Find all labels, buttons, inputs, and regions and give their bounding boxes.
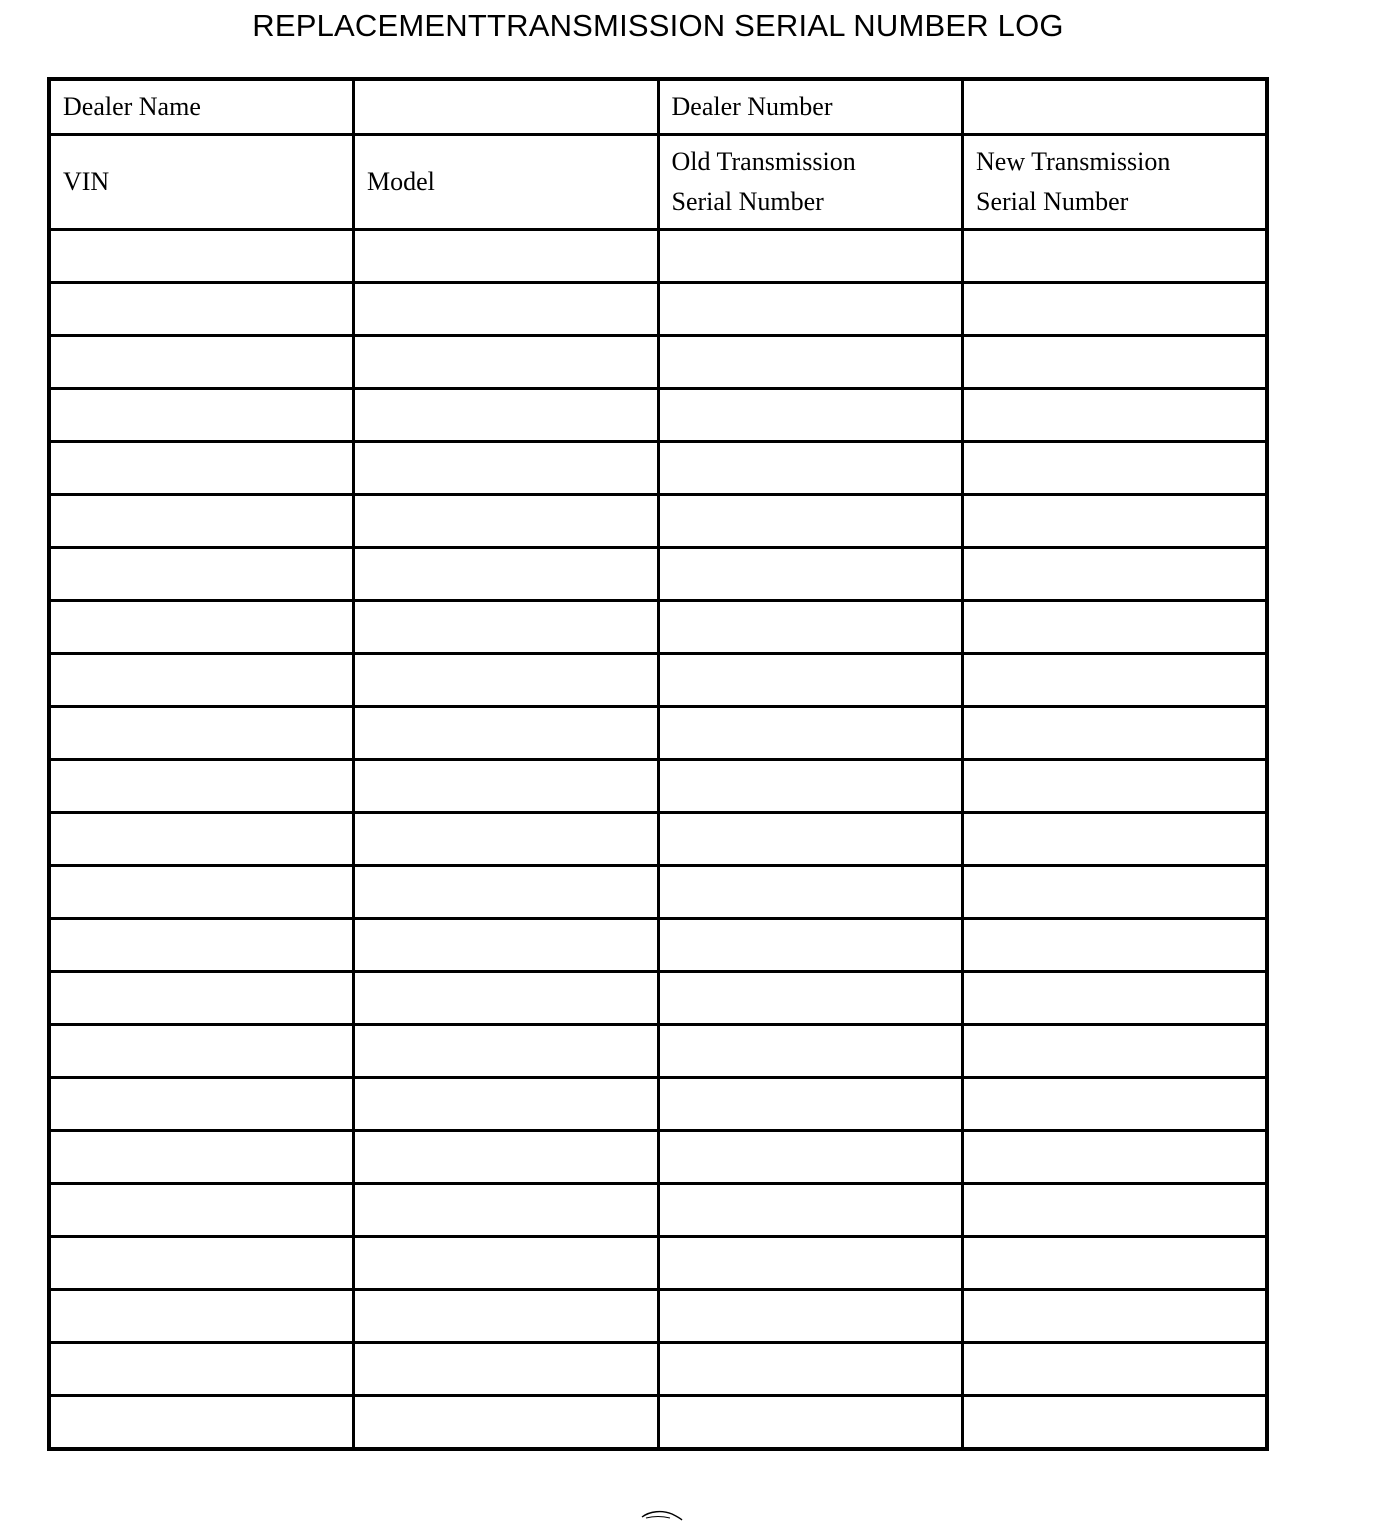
model-cell[interactable] <box>354 336 659 389</box>
table-row <box>49 760 1267 813</box>
new-serial-cell[interactable] <box>963 707 1268 760</box>
vin-cell[interactable] <box>49 1343 354 1396</box>
model-cell[interactable] <box>354 442 659 495</box>
model-cell[interactable] <box>354 495 659 548</box>
table-row <box>49 283 1267 336</box>
new-serial-cell[interactable] <box>963 760 1268 813</box>
model-cell[interactable] <box>354 1184 659 1237</box>
vin-cell[interactable] <box>49 707 354 760</box>
dealer-info-row <box>49 79 1267 135</box>
table-row <box>49 1290 1267 1343</box>
old-serial-cell[interactable] <box>658 1184 963 1237</box>
vin-cell[interactable] <box>49 866 354 919</box>
old-serial-label-line2: Serial Number <box>671 187 824 216</box>
table-row <box>49 919 1267 972</box>
model-cell[interactable] <box>354 972 659 1025</box>
vin-cell[interactable] <box>49 495 354 548</box>
new-serial-cell[interactable] <box>963 336 1268 389</box>
table-row <box>49 495 1267 548</box>
model-cell[interactable] <box>354 283 659 336</box>
table-row <box>49 548 1267 601</box>
dealer-number-label: Dealer Number <box>658 79 963 135</box>
scan-mark-icon <box>640 1508 684 1522</box>
model-cell[interactable] <box>354 654 659 707</box>
old-serial-cell[interactable] <box>658 495 963 548</box>
old-serial-cell[interactable] <box>658 601 963 654</box>
table-row <box>49 601 1267 654</box>
vin-cell[interactable] <box>49 1131 354 1184</box>
model-cell[interactable] <box>354 760 659 813</box>
model-cell[interactable] <box>354 601 659 654</box>
old-serial-cell[interactable] <box>658 1078 963 1131</box>
table-row <box>49 1343 1267 1396</box>
table-row <box>49 442 1267 495</box>
new-serial-label-line2: Serial Number <box>976 187 1129 216</box>
vin-cell[interactable] <box>49 1184 354 1237</box>
old-serial-cell[interactable] <box>658 1237 963 1290</box>
table-row <box>49 972 1267 1025</box>
vin-cell[interactable] <box>49 1025 354 1078</box>
old-serial-cell[interactable] <box>658 1290 963 1343</box>
model-cell[interactable] <box>354 1078 659 1131</box>
model-cell[interactable] <box>354 1343 659 1396</box>
new-serial-cell[interactable] <box>963 1343 1268 1396</box>
model-cell[interactable] <box>354 1131 659 1184</box>
model-cell[interactable] <box>354 230 659 283</box>
old-serial-cell[interactable] <box>658 1025 963 1078</box>
new-serial-cell[interactable] <box>963 230 1268 283</box>
old-serial-cell[interactable] <box>658 866 963 919</box>
new-serial-cell[interactable] <box>963 548 1268 601</box>
old-serial-cell[interactable] <box>658 389 963 442</box>
old-serial-cell[interactable] <box>658 1131 963 1184</box>
vin-cell[interactable] <box>49 389 354 442</box>
serial-number-log-table <box>47 77 1269 1451</box>
old-serial-cell[interactable] <box>658 1396 963 1450</box>
vin-cell[interactable] <box>49 548 354 601</box>
new-serial-cell[interactable] <box>963 919 1268 972</box>
new-serial-cell[interactable] <box>963 866 1268 919</box>
column-header-row <box>49 135 1267 230</box>
new-serial-cell[interactable] <box>963 813 1268 866</box>
new-serial-cell[interactable] <box>963 1396 1268 1450</box>
old-serial-cell[interactable] <box>658 760 963 813</box>
new-serial-cell[interactable] <box>963 654 1268 707</box>
vin-cell[interactable] <box>49 1396 354 1450</box>
new-serial-cell[interactable] <box>963 1025 1268 1078</box>
table-row <box>49 230 1267 283</box>
table-row <box>49 1078 1267 1131</box>
column-header-vin <box>49 135 354 230</box>
model-cell[interactable] <box>354 866 659 919</box>
old-serial-cell[interactable] <box>658 919 963 972</box>
old-serial-label-line1: Old Transmission <box>671 147 856 176</box>
document-title: REPLACEMENTTRANSMISSION SERIAL NUMBER LOG <box>252 8 1064 43</box>
new-serial-cell[interactable] <box>963 442 1268 495</box>
old-serial-cell[interactable] <box>658 707 963 760</box>
table-row <box>49 654 1267 707</box>
table-row <box>49 813 1267 866</box>
dealer-name-label: Dealer Name <box>49 79 354 135</box>
old-serial-cell[interactable] <box>658 813 963 866</box>
model-cell[interactable] <box>354 548 659 601</box>
vin-cell[interactable] <box>49 1078 354 1131</box>
old-serial-cell[interactable] <box>658 336 963 389</box>
new-serial-cell[interactable] <box>963 1184 1268 1237</box>
new-serial-cell[interactable] <box>963 283 1268 336</box>
model-cell[interactable] <box>354 1396 659 1450</box>
vin-label: VIN <box>63 167 110 196</box>
old-serial-cell[interactable] <box>658 654 963 707</box>
new-serial-cell[interactable] <box>963 1131 1268 1184</box>
column-header-new-serial <box>963 135 1268 230</box>
table-row <box>49 866 1267 919</box>
vin-cell[interactable] <box>49 919 354 972</box>
vin-cell[interactable] <box>49 760 354 813</box>
old-serial-cell[interactable] <box>658 230 963 283</box>
old-serial-cell[interactable] <box>658 972 963 1025</box>
model-label: Model <box>367 167 435 196</box>
model-cell[interactable] <box>354 707 659 760</box>
vin-cell[interactable] <box>49 654 354 707</box>
new-serial-cell[interactable] <box>963 1237 1268 1290</box>
new-serial-cell[interactable] <box>963 495 1268 548</box>
table-row <box>49 389 1267 442</box>
model-cell[interactable] <box>354 389 659 442</box>
old-serial-cell[interactable] <box>658 442 963 495</box>
table-row <box>49 1184 1267 1237</box>
new-serial-cell[interactable] <box>963 1290 1268 1343</box>
table-row <box>49 707 1267 760</box>
table-row <box>49 1131 1267 1184</box>
vin-cell[interactable] <box>49 283 354 336</box>
new-serial-cell[interactable] <box>963 972 1268 1025</box>
vin-cell[interactable] <box>49 230 354 283</box>
new-serial-cell[interactable] <box>963 1078 1268 1131</box>
old-serial-cell[interactable] <box>658 1343 963 1396</box>
table-row <box>49 1396 1267 1450</box>
vin-cell[interactable] <box>49 442 354 495</box>
column-header-model <box>354 135 659 230</box>
model-cell[interactable] <box>354 1237 659 1290</box>
model-cell[interactable] <box>354 919 659 972</box>
vin-cell[interactable] <box>49 1237 354 1290</box>
table-row <box>49 336 1267 389</box>
model-cell[interactable] <box>354 1290 659 1343</box>
vin-cell[interactable] <box>49 336 354 389</box>
new-serial-label-line1: New Transmission <box>976 147 1171 176</box>
old-serial-cell[interactable] <box>658 548 963 601</box>
column-header-old-serial <box>658 135 963 230</box>
model-cell[interactable] <box>354 813 659 866</box>
vin-cell[interactable] <box>49 601 354 654</box>
dealer-name-field[interactable] <box>354 79 659 135</box>
vin-cell[interactable] <box>49 972 354 1025</box>
old-serial-cell[interactable] <box>658 283 963 336</box>
vin-cell[interactable] <box>49 813 354 866</box>
table-row <box>49 1025 1267 1078</box>
table-row <box>49 1237 1267 1290</box>
dealer-number-field[interactable] <box>963 79 1268 135</box>
new-serial-cell[interactable] <box>963 601 1268 654</box>
model-cell[interactable] <box>354 1025 659 1078</box>
vin-cell[interactable] <box>49 1290 354 1343</box>
new-serial-cell[interactable] <box>963 389 1268 442</box>
